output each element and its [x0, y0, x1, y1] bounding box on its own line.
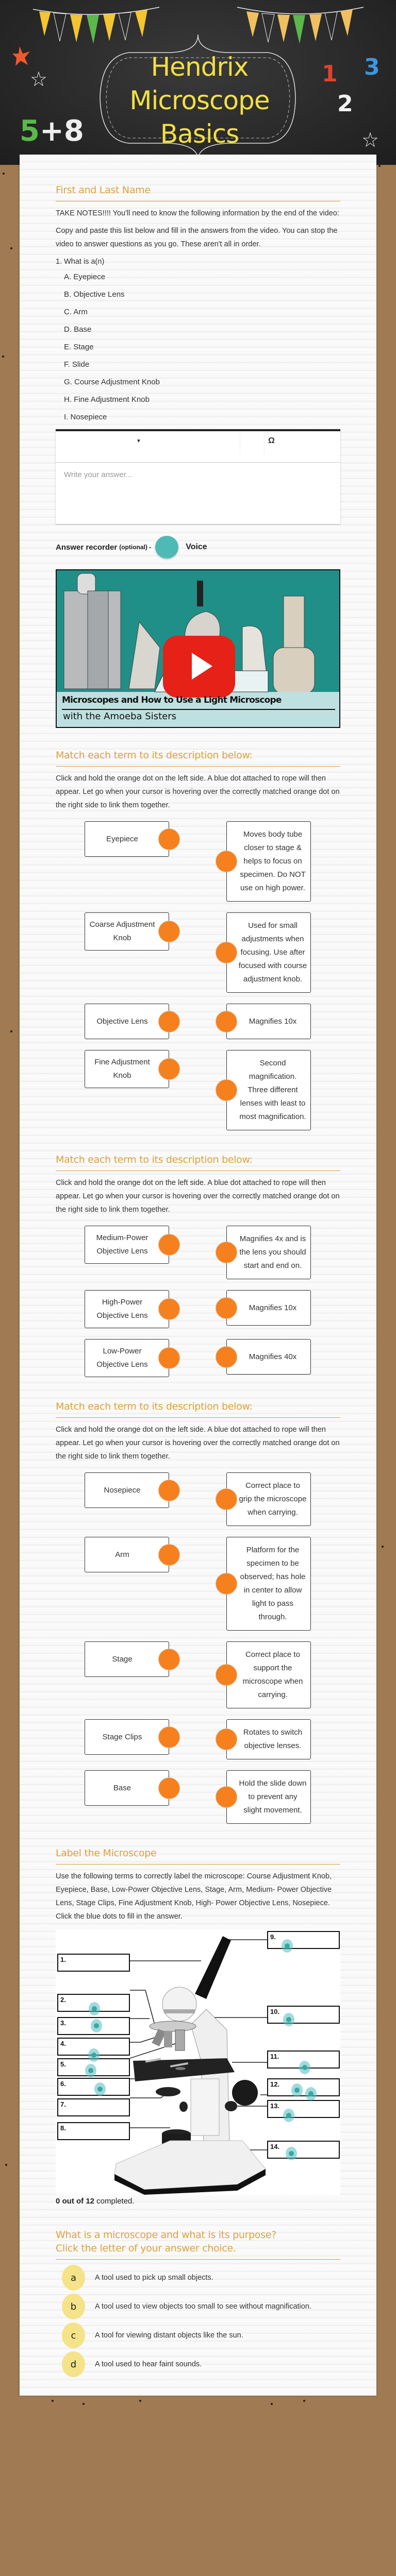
term-connector-dot[interactable] [158, 1234, 180, 1256]
description-connector-dot[interactable] [216, 1242, 237, 1263]
completion-suffix: completed. [94, 2197, 135, 2206]
chalk-math: 5+8 [20, 114, 84, 148]
speck-decoration [2, 355, 4, 358]
video-thumbnail[interactable] [56, 569, 340, 728]
worksheet-card [20, 155, 376, 2396]
label-answer-box[interactable]: 11. [267, 2050, 340, 2069]
match-term-box [85, 1226, 169, 1264]
label-hotspot-dot[interactable] [299, 2061, 310, 2074]
label-answer-box[interactable]: 10. [267, 2006, 340, 2024]
match-row [56, 1770, 340, 1824]
video-title: Microscopes and How to Use a Light Microscope [62, 695, 282, 705]
match-term-label: Arm [115, 1550, 129, 1559]
match-term-label: Low-Power Objective Lens [96, 1347, 148, 1369]
answer-option[interactable] [56, 2294, 340, 2319]
star-icon [364, 133, 377, 146]
speck-decoration [10, 1030, 12, 1032]
match-term-box [85, 1537, 169, 1572]
description-connector-dot[interactable] [216, 1573, 237, 1595]
speck-decoration [382, 1546, 384, 1548]
option-letter-a[interactable]: a [62, 2265, 85, 2291]
match-description-label: Second magnification. Three different lenses with least to most magnification. [239, 1059, 306, 1121]
page-title-line-2: Microscope [129, 86, 270, 115]
match-description-box [226, 1770, 311, 1824]
answer-option[interactable] [56, 2265, 340, 2291]
term-connector-dot[interactable] [158, 1649, 180, 1670]
answer-textarea-placeholder[interactable]: Write your answer... [64, 470, 133, 479]
label-answer-box[interactable]: 6. [57, 2078, 130, 2096]
instructions-text: Copy and paste this list below and fill in the answers from the video. You can stop the video to answer questions as you go. These aren't all in order. [56, 227, 338, 248]
page-title-line-3: Basics [160, 119, 239, 149]
term-connector-dot[interactable] [158, 1544, 180, 1566]
label-answer-box[interactable]: 5. [57, 2058, 130, 2076]
match-row [56, 1641, 340, 1708]
match-sections [56, 749, 340, 1824]
record-button[interactable] [155, 536, 178, 558]
term-connector-dot[interactable] [158, 1058, 180, 1080]
term-list-item: A. Eyepiece [64, 273, 106, 281]
match-description-label: Magnifies 40x [249, 1352, 297, 1361]
match-description-label: Magnifies 10x [249, 1016, 297, 1026]
answer-editor[interactable] [56, 429, 340, 524]
match-term-label: Base [113, 1783, 131, 1792]
term-list-item: I. Nosepiece [64, 413, 107, 421]
label-hotspot-dot[interactable] [89, 2002, 100, 2015]
match-description-label: Correct place to support the microscope when carrying. [242, 1650, 303, 1699]
label-answer-box[interactable]: 4. [57, 2038, 130, 2056]
match-term-label: Stage Clips [102, 1732, 142, 1741]
speck-decoration [3, 173, 5, 175]
option-text-d[interactable]: A tool used to hear faint sounds. [95, 2360, 202, 2368]
heading-divider [56, 1864, 340, 1865]
match-term-box [85, 1050, 169, 1088]
match-term-box [85, 912, 169, 951]
match-description-label: Moves body tube closer to stage & helps to focus on specimen. Do NOT use on high power. [240, 830, 306, 892]
label-answer-box[interactable]: 9. [267, 1931, 340, 1949]
chalkboard-header [0, 0, 396, 165]
match-row [56, 1339, 340, 1377]
label-instructions: Use the following terms to correctly label the microscope: Course Adjustment Knob, Eyepiece, Base, Low-Power Objective Lens, Stage, Arm, Medium- Power Objective Lens, Stage Clips, Fine Adjustment Knob, High- Power Objective Lens, Nosepiece. Click the blue dots to fill in the answer. [56, 1872, 332, 1921]
match-term-box [85, 1004, 169, 1039]
label-heading: Label the Microscope [56, 1848, 157, 1859]
speck-decoration [271, 2403, 273, 2405]
description-connector-dot[interactable] [216, 1728, 237, 1750]
dropdown-caret-icon[interactable]: ▼ [136, 438, 141, 444]
description-connector-dot[interactable] [216, 851, 237, 872]
voice-label[interactable]: Voice [186, 543, 207, 551]
label-answer-box[interactable]: 1. [57, 1954, 130, 1972]
speck-decoration [378, 155, 381, 157]
speck-decoration [139, 2400, 141, 2402]
label-answer-box[interactable]: 12. [267, 2078, 340, 2096]
label-hotspot-dot[interactable] [305, 2087, 317, 2100]
label-hotspot-dot[interactable] [85, 2064, 96, 2077]
answer-option[interactable] [56, 2323, 340, 2348]
description-connector-dot[interactable] [216, 1664, 237, 1686]
quiz-section [56, 2228, 340, 2377]
match-description-box [226, 1719, 311, 1759]
match-term-box [85, 821, 169, 857]
match-row [56, 1226, 340, 1279]
answer-options [56, 2265, 340, 2377]
label-hotspot-dot[interactable] [283, 2013, 294, 2026]
match-description-box [226, 912, 311, 993]
match-term-label: Medium-Power Objective Lens [96, 1233, 148, 1256]
question-text: 1. What is a(n) [56, 258, 105, 266]
completion-status [56, 2197, 340, 2206]
heading-divider [56, 766, 340, 767]
star-icon [12, 46, 30, 66]
match-heading: Match each term to its description below: [56, 750, 253, 761]
recorder-label: Answer recorder [56, 543, 118, 552]
match-description-box [226, 1050, 311, 1130]
quiz-heading-line-1: What is a microscope and what is its purpose? [56, 2229, 277, 2241]
option-letter-b[interactable]: b [62, 2294, 85, 2319]
term-connector-dot[interactable] [158, 1777, 180, 1799]
label-answer-box[interactable]: 13. [267, 2100, 340, 2118]
answer-option[interactable] [56, 2351, 340, 2377]
speck-decoration [5, 2164, 7, 2166]
chalk-number-1: 1 [322, 61, 338, 87]
description-connector-dot[interactable] [216, 1011, 237, 1032]
match-term-label: Stage [112, 1654, 133, 1664]
description-connector-dot[interactable] [216, 1297, 237, 1319]
completion-count: 0 out of 12 [56, 2197, 95, 2206]
match-section [56, 1153, 340, 1377]
description-connector-dot[interactable] [216, 942, 237, 963]
speck-decoration [82, 2403, 85, 2405]
match-row [56, 1472, 340, 1526]
label-answer-box[interactable]: 3. [57, 2017, 130, 2035]
match-description-box [226, 1004, 311, 1039]
video-subtitle: with the Amoeba Sisters [63, 711, 176, 722]
term-connector-dot[interactable] [158, 828, 180, 850]
description-connector-dot[interactable] [216, 1346, 237, 1368]
recorder-optional: (optional) - [119, 544, 152, 551]
speck-decoration [378, 165, 381, 167]
option-letter-d[interactable]: d [62, 2351, 85, 2377]
match-description-box [226, 1537, 311, 1631]
match-description-label: Rotates to switch objective lenses. [243, 1728, 303, 1750]
match-instructions: Click and hold the orange dot on the left side. A blue dot attached to rope will then appear. Let go when your cursor is hovering over the correctly matched orange dot on the right side to link them together. [56, 774, 340, 809]
term-connector-dot[interactable] [158, 921, 180, 942]
term-list-item: E. Stage [64, 343, 94, 351]
match-section [56, 1400, 340, 1824]
name-heading: First and Last Name [56, 184, 151, 196]
match-term-box [85, 1290, 169, 1328]
label-answer-box[interactable]: 8. [57, 2122, 130, 2140]
term-list-item: H. Fine Adjustment Knob [64, 395, 150, 404]
label-hotspot-dot[interactable] [286, 2147, 297, 2160]
match-row [56, 821, 340, 902]
term-list-item: B. Objective Lens [64, 290, 125, 299]
label-hotspot-dot[interactable] [282, 1939, 293, 1953]
match-term-box [85, 1770, 169, 1806]
match-row [56, 1050, 340, 1130]
name-section [56, 183, 340, 559]
match-heading: Match each term to its description below: [56, 1154, 253, 1165]
label-hotspot-dot[interactable] [88, 2048, 100, 2062]
option-text-c[interactable]: A tool for viewing distant objects like the sun. [95, 2331, 243, 2340]
match-description-box [226, 1339, 311, 1375]
label-answer-box[interactable]: 2. [57, 1994, 130, 2012]
match-description-box [226, 1290, 311, 1326]
chalk-number-3: 3 [364, 54, 380, 80]
term-list-item: C. Arm [64, 308, 88, 316]
match-section [56, 749, 340, 1130]
match-description-label: Platform for the specimen to be observed; has hole in center to allow light to pass through. [240, 1546, 306, 1621]
chalk-number-2: 2 [337, 91, 353, 117]
label-answer-box[interactable]: 14. [267, 2141, 340, 2159]
term-connector-dot[interactable] [158, 1011, 180, 1032]
match-term-label: Coarse Adjustment Knob [89, 920, 155, 942]
term-connector-dot[interactable] [158, 1298, 180, 1320]
match-term-label: High-Power Objective Lens [96, 1298, 148, 1320]
match-description-label: Used for small adjustments when focusing. Use after focused with course adjustment knob. [238, 921, 307, 984]
quiz-heading-line-2: Click the letter of your answer choice. [56, 2243, 236, 2254]
match-row [56, 912, 340, 993]
term-connector-dot[interactable] [158, 1726, 180, 1748]
label-answer-box[interactable]: 7. [57, 2098, 130, 2116]
option-text-b[interactable]: A tool used to view objects too small to see without magnification. [95, 2302, 311, 2311]
label-hotspot-dot[interactable] [91, 2019, 102, 2032]
match-term-box [85, 1641, 169, 1677]
option-letter-c[interactable]: c [62, 2323, 85, 2348]
match-heading: Match each term to its description below: [56, 1401, 253, 1412]
match-description-label: Hold the slide down to prevent any slight movement. [239, 1779, 307, 1815]
term-connector-dot[interactable] [158, 1480, 180, 1501]
toolbar-divider [264, 431, 265, 454]
match-row [56, 1004, 340, 1039]
page-title-line-1: Hendrix [151, 52, 249, 82]
heading-divider [56, 2259, 340, 2260]
editor-toolbar [56, 431, 340, 463]
corkboard-footer [0, 2396, 396, 2413]
label-section [56, 1846, 340, 2206]
match-term-box [85, 1339, 169, 1377]
term-list-item: D. Base [64, 325, 92, 334]
match-description-label: Magnifies 10x [249, 1303, 297, 1312]
match-term-label: Eyepiece [106, 834, 138, 843]
option-text-a[interactable]: A tool used to pick up small objects. [95, 2274, 213, 2282]
intro-text: TAKE NOTES!!!! You'll need to know the following information by the end of the video: [56, 209, 339, 217]
match-description-box [226, 1641, 311, 1708]
match-description-box [226, 1472, 311, 1526]
star-icon [32, 72, 45, 86]
match-row [56, 1537, 340, 1631]
label-hotspot-dot[interactable] [94, 2082, 106, 2096]
answer-recorder [56, 535, 340, 559]
description-connector-dot[interactable] [216, 1488, 237, 1510]
match-term-box [85, 1719, 169, 1755]
microscope-diagram [56, 1929, 340, 2195]
term-list-item: G. Course Adjustment Knob [64, 378, 160, 386]
special-character-icon[interactable]: Ω [268, 436, 275, 445]
match-instructions: Click and hold the orange dot on the left side. A blue dot attached to rope will then appear. Let go when your cursor is hovering over the correctly matched orange dot on the right side to link them together. [56, 1426, 340, 1461]
match-term-label: Nosepiece [104, 1485, 141, 1495]
speck-decoration [10, 247, 12, 249]
description-connector-dot[interactable] [216, 1079, 237, 1101]
match-instructions: Click and hold the orange dot on the left side. A blue dot attached to rope will then appear. Let go when your cursor is hovering over the correctly matched orange dot on the right side to link them together. [56, 1179, 340, 1214]
match-description-label: Magnifies 4x and is the lens you should start and end on. [239, 1234, 306, 1270]
match-description-box [226, 821, 311, 902]
match-row [56, 1719, 340, 1759]
term-connector-dot[interactable] [158, 1347, 180, 1369]
match-row [56, 1290, 340, 1328]
match-term-label: Objective Lens [96, 1016, 148, 1026]
description-connector-dot[interactable] [216, 1786, 237, 1808]
match-description-box [226, 1226, 311, 1279]
speck-decoration [52, 2400, 54, 2402]
term-list [56, 268, 340, 426]
match-description-label: Correct place to grip the microscope when carrying. [239, 1481, 307, 1517]
label-hotspot-dot[interactable] [291, 2083, 303, 2097]
heading-divider [56, 1417, 340, 1418]
match-term-label: Fine Adjustment Knob [94, 1058, 150, 1080]
match-term-box [85, 1472, 169, 1508]
label-hotspot-dot[interactable] [283, 2109, 294, 2122]
term-list-item: F. Slide [64, 360, 90, 369]
speck-decoration [303, 2400, 305, 2402]
